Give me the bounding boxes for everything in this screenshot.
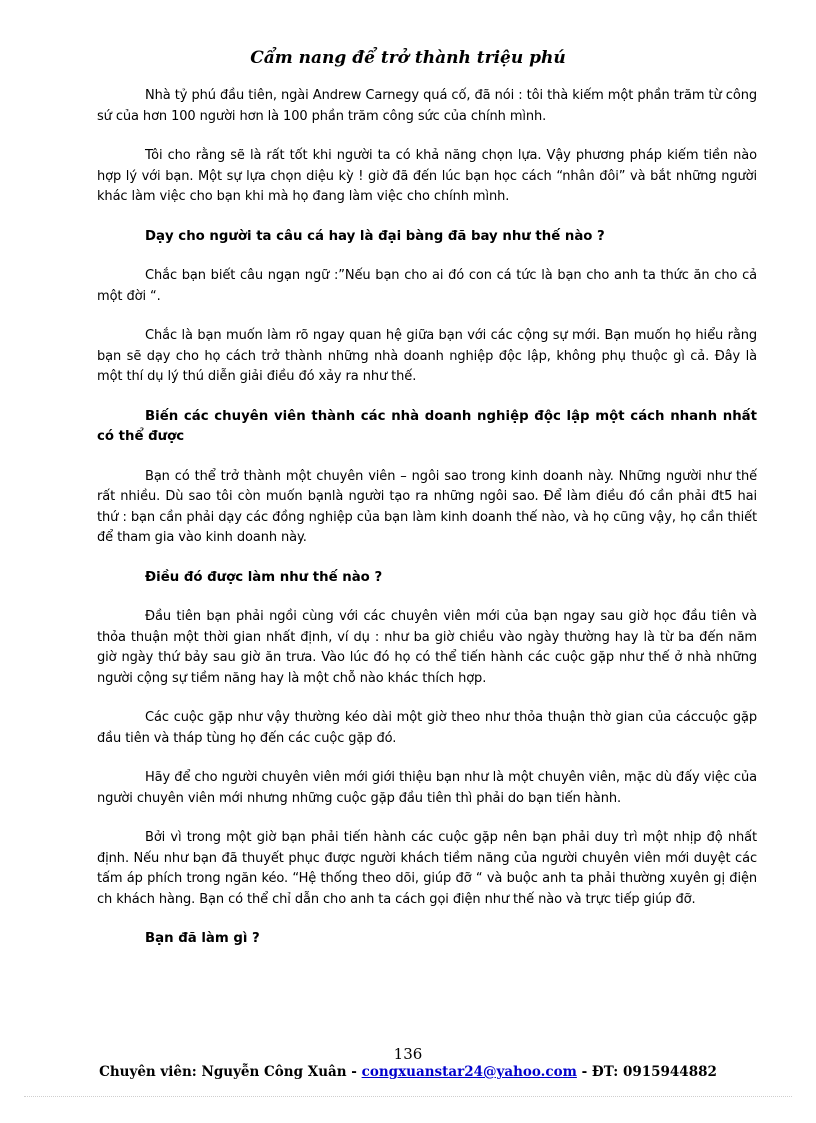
- footer-author: Chuyên viên: Nguyễn Công Xuân -: [99, 1064, 362, 1080]
- section-heading: Bạn đã làm gì ?: [145, 931, 260, 946]
- body-paragraph: Nhà tỷ phú đầu tiên, ngài Andrew Carnegy quá cố, đã nói : tôi thà kiếm một phần trăm từ công sứ của hơn 100 người hơn là 100 phần trăm công sức của chính mình.: [97, 88, 757, 124]
- footer-email-link[interactable]: congxuanstar24@yahoo.com: [361, 1064, 577, 1080]
- body-paragraph: Chắc là bạn muốn làm rõ ngay quan hệ giữa bạn với các cộng sự mới. Bạn muốn họ hiểu rằng bạn sẽ dạy cho họ cách trở thành những nhà doanh nghiệp độc lập, không phụ thuộc gì cả. Đây là một thí dụ lý thú diễn giải điều đó xảy ra như thế.: [97, 328, 757, 384]
- body-paragraph: Các cuộc gặp như vậy thường kéo dài một giờ theo như thỏa thuận thờ gian của cáccuộc gặp đầu tiên và tháp tùng họ đến các cuộc gặp đó.: [97, 710, 757, 746]
- page-number: 136: [393, 1045, 423, 1063]
- document-body: [97, 86, 757, 969]
- footer-author-line: [0, 1063, 816, 1081]
- body-paragraph: Tôi cho rằng sẽ là rất tốt khi người ta có khả năng chọn lựa. Vậy phương pháp kiếm tiền nào hợp lý với bạn. Một sự lựa chọn diệu kỳ ! giờ đã đến lúc bạn học cách “nhân đôi” và bắt những người khác làm việc cho bạn khi mà họ đang làm việc cho chính mình.: [97, 148, 757, 204]
- body-paragraph: Bạn có thể trở thành một chuyên viên – ngôi sao trong kinh doanh này. Những người như thế rất nhiều. Dù sao tôi còn muốn bạnlà người tạo ra những ngôi sao. Để làm điều đó cần phải đt5 hai thứ : bạn cần phải dạy các đồng nghiệp của bạn làm kinh doanh thế nào, và họ cũng vậy, họ cần thiết để tham gia vào kinh doanh này.: [97, 468, 757, 545]
- body-paragraph: Đầu tiên bạn phải ngồi cùng với các chuyên viên mới của bạn ngay sau giờ học đầu tiên và thỏa thuận một thời gian nhất định, ví dụ : như ba giờ chiều vào ngày thường hay là từ ba đến năm giờ ngày thứ bảy sau giờ ăn trưa. Vào lúc đó họ có thể tiến hành các cuộc gặp như thế ở nhà những người cộng sự tiềm năng hay là một chỗ nào khác thích hợp.: [97, 609, 757, 686]
- page-footer: [0, 1045, 816, 1081]
- page-bottom-divider: [24, 1096, 792, 1097]
- body-paragraph: Chắc bạn biết câu ngạn ngữ :”Nếu bạn cho ai đó con cá tức là bạn cho anh ta thức ăn cho cả một đời “.: [97, 268, 757, 304]
- footer-phone: - ĐT: 0915944882: [576, 1064, 717, 1080]
- body-paragraph: Hãy để cho người chuyên viên mới giới thiệu bạn như là một chuyên viên, mặc dù đấy việc của người chuyên viên mới nhưng những cuộc gặp đầu tiên thì phải do bạn tiến hành.: [97, 770, 757, 806]
- section-heading: Điều đó được làm như thế nào ?: [145, 569, 383, 585]
- section-heading: Biến các chuyên viên thành các nhà doanh nghiệp độc lập một cách nhanh nhất có thể được: [97, 408, 757, 444]
- body-paragraph: Bởi vì trong một giờ bạn phải tiến hành các cuộc gặp nên bạn phải duy trì một nhịp độ nhất định. Nếu như bạn đã thuyết phục được người khách tiềm năng của người chuyên viên mới duyệt các tấm áp phích trong ngăn kéo. “Hệ thống theo dõi, giúp đỡ “ và buộc anh ta phải thường xuyên gị điện ch khách hàng. Bạn có thể chỉ dẫn cho anh ta cách gọi điện như thế nào và trực tiếp giúp đỡ.: [97, 830, 757, 907]
- section-heading: Dạy cho người ta câu cá hay là đại bàng đã bay như thế nào ?: [145, 228, 605, 244]
- page-header-title: Cẩm nang để trở thành triệu phú: [250, 48, 566, 68]
